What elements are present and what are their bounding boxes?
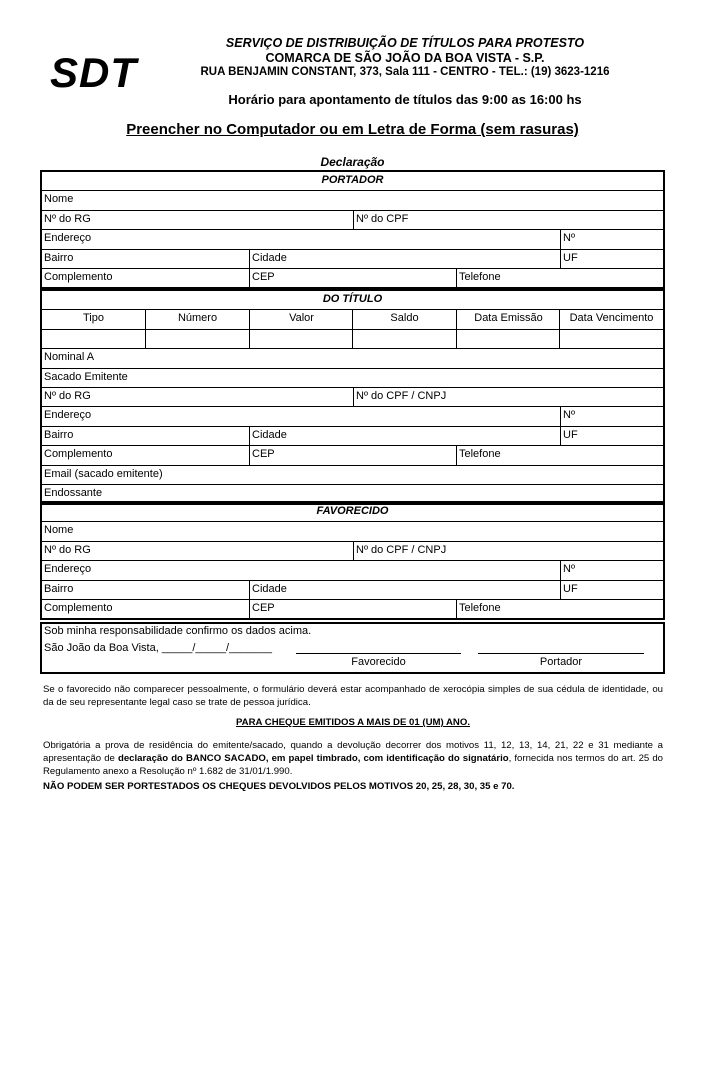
titulo-bairro-field[interactable]: Bairro <box>44 428 74 441</box>
titulo-cep-field[interactable]: CEP <box>249 446 457 464</box>
portador-section <box>40 170 665 289</box>
note-text: Obrigatória a prova de residência do emitente/sacado, quando a devolução decorrer dos motivos 11, 12, 13, 14, 21, 22 e 31 mediante a apresentação de <box>43 740 663 764</box>
titulo-column-headers <box>42 309 663 328</box>
favorecido-rg-field[interactable]: Nº do RG <box>44 543 91 556</box>
favorecido-uf-field[interactable]: UF <box>560 581 663 599</box>
portador-numero-field[interactable]: Nº <box>560 230 663 248</box>
valor-input[interactable] <box>249 330 355 348</box>
data-emissao-input[interactable] <box>456 330 562 348</box>
cheque-heading: PARA CHEQUE EMITIDOS A MAIS DE 01 (UM) ANO. <box>236 717 470 728</box>
titulo-cidade-field[interactable]: Cidade <box>249 427 560 445</box>
favorecido-numero-field[interactable]: Nº <box>560 561 663 579</box>
tipo-input[interactable] <box>42 330 147 348</box>
column-header: Valor <box>249 310 353 328</box>
favorecido-cpf-field[interactable]: Nº do CPF / CNPJ <box>353 542 663 560</box>
titulo-nominal-field[interactable]: Nominal A <box>44 351 95 364</box>
portador-cidade-field[interactable]: Cidade <box>249 250 560 268</box>
titulo-endereco-field[interactable]: Endereço <box>44 409 92 422</box>
data-vencimento-input[interactable] <box>559 330 663 348</box>
titulo-section <box>40 289 665 505</box>
fill-instruction: Preencher no Computador ou em Letra de Forma (sem rasuras) <box>126 121 579 138</box>
favorecido-telefone-field[interactable]: Telefone <box>456 600 663 618</box>
favorecido-signature-line[interactable] <box>296 653 461 654</box>
responsibility-statement: Sob minha responsabilidade confirmo os dados acima. <box>44 625 312 637</box>
portador-signature-line[interactable] <box>478 653 644 654</box>
signature-section <box>40 622 665 674</box>
favorecido-signature-label: Favorecido <box>351 656 406 668</box>
field-label: Nome <box>44 193 74 206</box>
titulo-numero-field[interactable]: Nº <box>560 407 663 425</box>
column-header: Tipo <box>83 312 104 325</box>
column-header: Data Vencimento <box>559 310 663 328</box>
titulo-sacado-field[interactable]: Sacado Emitente <box>44 370 128 383</box>
portador-telefone-field[interactable]: Telefone <box>456 269 663 287</box>
numero-input[interactable] <box>145 330 251 348</box>
portador-title: PORTADOR <box>321 174 384 186</box>
portador-complemento-field[interactable]: Complemento <box>44 270 113 283</box>
header-service-name: SERVIÇO DE DISTRIBUIÇÃO DE TÍTULOS PARA PROTESTO <box>225 36 585 50</box>
titulo-title: DO TÍTULO <box>322 293 383 305</box>
portador-uf-field[interactable]: UF <box>560 250 663 268</box>
portador-cep-field[interactable]: CEP <box>249 269 457 287</box>
portador-endereco-field[interactable]: Endereço <box>44 232 92 245</box>
titulo-complemento-field[interactable]: Complemento <box>44 448 113 461</box>
titulo-endossante-field[interactable]: Endossante <box>44 486 103 499</box>
place-date-field[interactable]: São João da Boa Vista, _____/_____/_______ <box>44 642 272 654</box>
saldo-input[interactable] <box>352 330 458 348</box>
column-header: Data Emissão <box>456 310 560 328</box>
declaration-title: Declaração <box>320 155 385 169</box>
restriction-note: NÃO PODEM SER PORTESTADOS OS CHEQUES DEVOLVIDOS PELOS MOTIVOS 20, 25, 28, 30, 35 e 70. <box>43 781 515 792</box>
favorecido-complemento-field[interactable]: Complemento <box>44 601 113 614</box>
header-address: RUA BENJAMIN CONSTANT, 373, Sala 111 - CENTRO - TEL.: (19) 3623-1216 <box>200 66 610 78</box>
favorecido-bairro-field[interactable]: Bairro <box>44 582 74 595</box>
titulo-values-row <box>42 329 663 348</box>
column-header: Número <box>145 310 249 328</box>
favorecido-endereco-field[interactable]: Endereço <box>44 563 92 576</box>
residence-proof-note <box>43 739 663 778</box>
logo-sdt: SDT <box>50 49 137 96</box>
header-comarca: COMARCA DE SÃO JOÃO DA BOA VISTA - S.P. <box>265 51 545 65</box>
favorecido-cidade-field[interactable]: Cidade <box>249 581 560 599</box>
titulo-telefone-field[interactable]: Telefone <box>456 446 663 464</box>
titulo-uf-field[interactable]: UF <box>560 427 663 445</box>
titulo-email-field[interactable]: Email (sacado emitente) <box>44 467 163 480</box>
header-hours: Horário para apontamento de títulos das 9:00 as 16:00 hs <box>228 92 582 107</box>
identity-note: Se o favorecido não comparecer pessoalmente, o formulário deverá estar acompanhado de xerocópia simples de sua cédula de identidade, ou da de seu representante legal caso se trate de pessoa jurídica. <box>43 684 663 708</box>
note-text: , fornecida nos termos do art. 25 do Regulamento anexo a Resolução nº 1.682 de 31/01/1.990. <box>43 753 664 777</box>
portador-nome-field[interactable] <box>42 190 663 209</box>
titulo-rg-field[interactable]: Nº do RG <box>44 389 91 402</box>
portador-signature-label: Portador <box>539 656 583 668</box>
favorecido-nome-field[interactable]: Nome <box>44 524 74 537</box>
portador-cpf-field[interactable]: Nº do CPF <box>353 211 663 229</box>
portador-bairro-field[interactable]: Bairro <box>44 251 74 264</box>
column-header: Saldo <box>352 310 456 328</box>
note-bold-text: declaração do BANCO SACADO, em papel timbrado, com identificação do signatário <box>117 753 509 764</box>
favorecido-section <box>40 501 665 620</box>
favorecido-cep-field[interactable]: CEP <box>249 600 457 618</box>
favorecido-title: FAVORECIDO <box>316 505 389 517</box>
titulo-cpf-field[interactable]: Nº do CPF / CNPJ <box>353 388 663 406</box>
portador-rg-field[interactable]: Nº do RG <box>44 212 91 225</box>
